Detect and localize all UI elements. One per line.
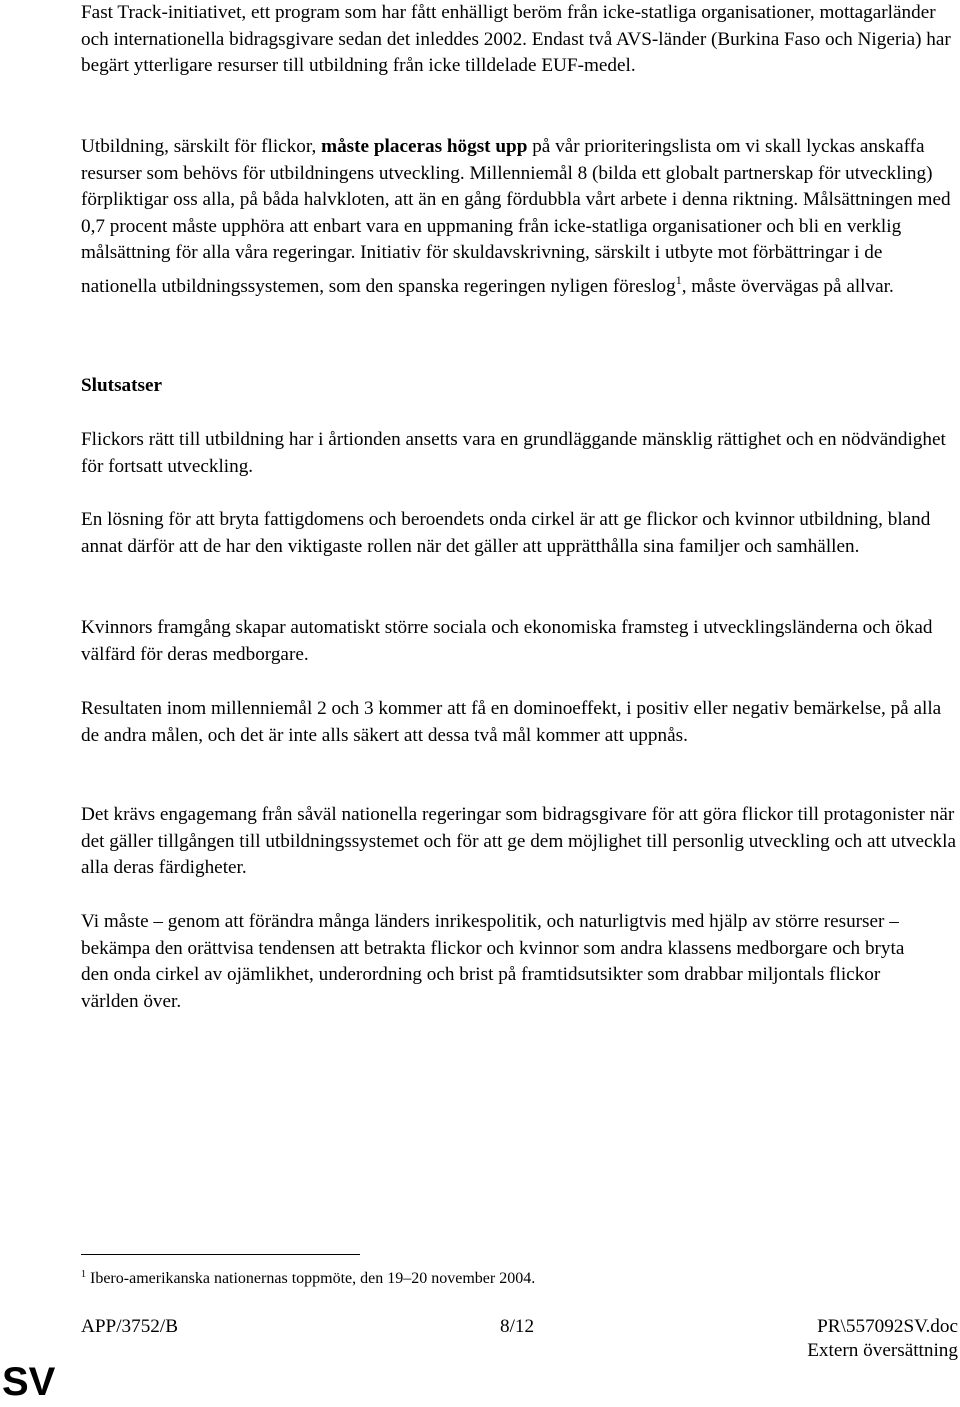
paragraph (81, 427, 956, 480)
paragraph-text: på vår prioriteringslista om vi skall lyckas anskaffa resurser som behövs för utbildningens utveckling. Millenniemål 8 (bilda ett globalt partnerskap för utveckling) förpliktigar oss alla, på båda halvkloten, att än en gång fördubbla vårt arbete i denna riktning. Målsättningen med 0,7 procent måste upphöra att enbart vara en uppmaning från icke-statliga organisationer och bli en verklig målsättning för alla våra regeringar. Initiativ för skuldavskrivning, särskilt i utbyte mot förbättringar i de nationella utbildningssystemen, som den spanska regeringen nyligen föreslog (81, 136, 951, 297)
emphasis-text: måste placeras högst upp (321, 136, 528, 157)
paragraph-text: Fast Track-initiativet, ett program som har fått enhälligt beröm från icke-statliga organisationer, mottagarländer och internationella bidragsgivare sedan det inleddes 2002. Endast två AVS-länder (Burkina Faso och Nigeria) har begärt ytterligare resurser till utbildning från icke tilldelade EUF-medel. (81, 2, 951, 77)
paragraph-text: En lösning för att bryta fattigdomens och beroendets onda cirkel är att ge flickor och kvinnor utbildning, bland annat därför att de har den viktigaste rollen när det gäller att upprätthålla sina familjer och samhällen. (81, 509, 931, 557)
paragraph-text: Utbildning, särskilt för flickor, (81, 136, 322, 157)
paragraph-text: Resultaten inom millenniemål 2 och 3 kommer att få en dominoeffekt, i positiv eller negativ bemärkelse, på alla de andra målen, och det är inte alls säkert att dessa två mål kommer att uppnås. (81, 698, 942, 746)
footer-doc-ref: APP/3752/B (81, 1316, 179, 1337)
paragraph (81, 507, 956, 560)
footer-file-ref: PR\557092SV.doc (817, 1316, 958, 1337)
paragraph (81, 615, 956, 668)
language-code: SV (2, 1360, 56, 1404)
section-heading: Slutsatser (81, 375, 163, 396)
paragraph (81, 909, 921, 1015)
paragraph (81, 802, 956, 882)
footer-page-number: 8/12 (500, 1316, 535, 1337)
paragraph-text: Det krävs engagemang från såväl nationella regeringar som bidragsgivare för att göra flickor till protagonister när det gäller tillgången till utbildningssystemet och för att ge dem möjlighet till personlig utveckling och att utveckla alla deras färdigheter. (81, 804, 956, 879)
footnote-divider (81, 1254, 360, 1255)
paragraph-text: , måste övervägas på allvar. (681, 275, 894, 297)
paragraph (81, 134, 956, 301)
paragraph-text: Vi måste – genom att förändra många länders inrikespolitik, och naturligtvis med hjälp av större resurser – bekämpa den orättvisa tendensen att betrakta flickor och kvinnor som andra klassens medborgare och bryta den onda cirkel av ojämlikhet, underordning och brist på framtidsutsikter som drabbar miljontals flickor världen över. (81, 911, 905, 1012)
paragraph-text: Kvinnors framgång skapar automatiskt större sociala och ekonomiska framsteg i utvecklingsländerna och ökad välfärd för deras medborgare. (81, 617, 933, 665)
footnote-number: 1 (81, 1269, 86, 1280)
paragraph-text: Flickors rätt till utbildning har i årtionden ansetts vara en grundläggande mänsklig rättighet och en nödvändighet för fortsatt utveckling. (81, 429, 946, 477)
footnote-reference: 1 (675, 272, 682, 287)
footnote (81, 1264, 535, 1290)
footnote-text: Ibero-amerikanska nationernas toppmöte, den 19–20 november 2004. (90, 1270, 536, 1287)
paragraph (81, 0, 956, 80)
footer-translation-note: Extern översättning (807, 1340, 958, 1361)
paragraph (81, 696, 956, 749)
